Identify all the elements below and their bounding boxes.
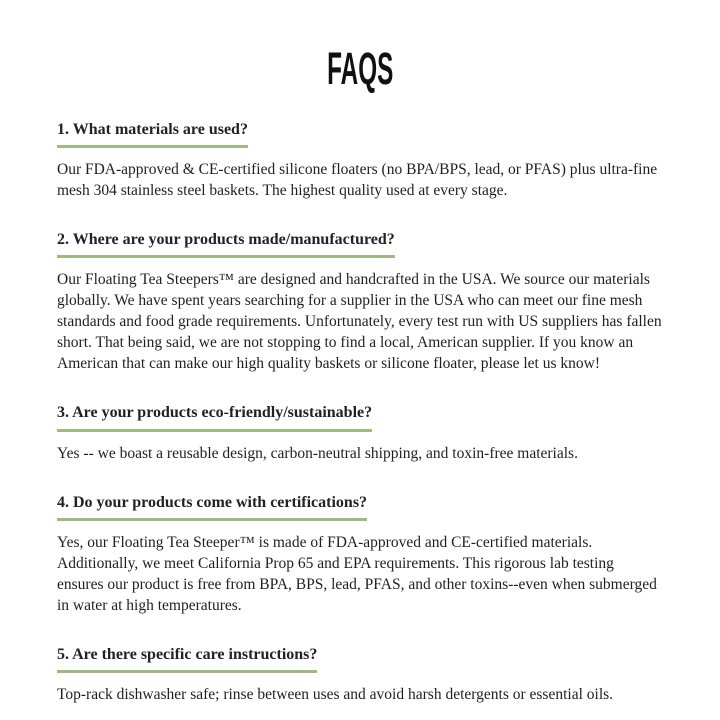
faq-answer: Yes -- we boast a reusable design, carbon-neutral shipping, and toxin-free materials.	[57, 444, 578, 462]
faq-question: 5. Are there specific care instructions?	[57, 645, 317, 673]
faq-question: 2. Where are your products made/manufactured?	[57, 230, 395, 258]
faq-item	[57, 403, 663, 463]
faq-question: 4. Do your products come with certifications?	[57, 493, 367, 521]
faq-item	[57, 230, 663, 374]
page-title: FAQS	[326, 43, 394, 94]
faq-question: 3. Are your products eco-friendly/sustainable?	[57, 403, 372, 431]
faq-item	[57, 120, 663, 201]
faq-item	[57, 493, 663, 616]
faq-answer: Top-rack dishwasher safe; rinse between uses and avoid harsh detergents or essential oils.	[57, 685, 614, 703]
page-title-wrap	[57, 43, 663, 94]
faq-question: 1. What materials are used?	[57, 120, 248, 148]
faq-answer: Yes, our Floating Tea Steeper™ is made of FDA-approved and CE-certified materials. Additionally, we meet California Prop 65 and EPA requirements. This rigorous lab testing ensures our product is free from BPA, BPS, lead, PFAS, and other toxins--even when submerged in water at high temperatures.	[57, 533, 657, 614]
faq-answer: Our FDA-approved & CE-certified silicone floaters (no BPA/BPS, lead, or PFAS) plus ultra-fine mesh 304 stainless steel baskets. The highest quality used at every stage.	[57, 161, 658, 200]
faq-answer: Our Floating Tea Steepers™ are designed and handcrafted in the USA. We source our materials globally. We have spent years searching for a supplier in the USA who can meet our fine mesh standards and food grade requirements. Unfortunately, every test run with US suppliers has fallen short. That being said, we are not stopping to find a local, American supplier. If you know an American that can make our high quality baskets or silicone floater, please let us know!	[57, 271, 662, 373]
faq-item	[57, 645, 663, 705]
faq-list	[57, 120, 663, 705]
